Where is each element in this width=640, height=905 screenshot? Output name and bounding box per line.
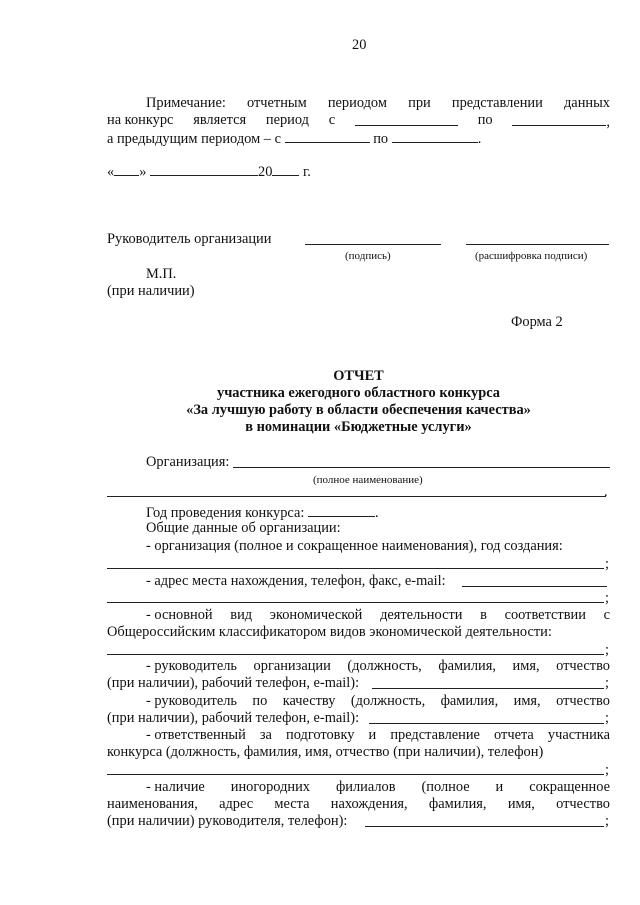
contest-year-field[interactable] [308,503,375,517]
org-name-field[interactable] [233,467,610,468]
report-subtitle-2: «За лучшую работу в области обеспечения качества» [186,402,531,418]
org-name-field-line-2[interactable] [107,496,606,497]
item-address: - адрес места нахождения, телефон, факс, e-mail: [146,573,446,589]
item-branches-line-2: наименования, адрес места нахождения, фамилия, имя, отчество [107,796,610,812]
signature-caption: (подпись) [345,250,391,262]
prev-period-end-blank[interactable] [392,129,478,143]
org-names-field[interactable] [107,568,604,569]
note-line-2: на конкурс является период с по , [107,112,610,130]
org-name-caption: (полное наименование) [313,474,423,486]
general-data-label: Общие данные об организации: [146,520,341,536]
signature-decode-caption: (расшифровка подписи) [475,250,588,262]
item-responsible-line-2: конкурса (должность, фамилия, имя, отчество (при наличии), телефон) [107,744,544,760]
item-quality-line-1: - руководитель по качеству (должность, фамилия, имя, отчество [146,693,610,709]
address-field-line-2[interactable] [107,602,604,603]
note-line-1: Примечание: отчетным периодом при представлении данных [146,95,610,111]
item-org-names: - организация (полное и сокращенное наименования), год создания: [146,538,563,554]
signature-decode-line[interactable] [466,244,609,245]
quality-field[interactable] [369,723,604,724]
day-blank[interactable] [114,162,139,176]
org-label: Организация: [146,454,230,470]
stamp-note: (при наличии) [107,283,195,299]
date-line: « » 20 г. [107,164,311,180]
period-end-blank[interactable]: , [512,112,610,131]
year-label: Год проведения конкурса: . [146,505,379,521]
report-title: ОТЧЕТ [333,368,384,384]
item-quality-line-2: (при наличии), рабочий телефон, e-mail): [107,710,360,726]
signature-label: Руководитель организации [107,231,272,247]
page-number: 20 [352,37,367,53]
item-activity-line-1: - основной вид экономической деятельности в соответствии с [146,607,610,623]
report-subtitle-1: участника ежегодного областного конкурса [217,385,500,401]
stamp-label: М.П. [146,266,177,282]
item-responsible-line-1: - ответственный за подготовку и представление отчета участника [146,727,610,743]
prev-period-start-blank[interactable] [285,129,370,143]
item-branches-line-3: (при наличии) руководителя, телефон): [107,813,348,829]
note-line-3: а предыдущим периодом – с по . [107,131,482,147]
address-field[interactable] [462,586,607,587]
month-blank[interactable] [150,162,258,176]
form-label: Форма 2 [511,314,563,330]
year-blank[interactable] [272,162,299,176]
head-field[interactable] [372,688,604,689]
item-branches-line-1: - наличие иногородних филиалов (полное и сокращенное [146,779,610,795]
report-subtitle-3: в номинации «Бюджетные услуги» [245,419,472,435]
item-head-line-2: (при наличии), рабочий телефон, e-mail): [107,675,360,691]
responsible-field[interactable] [107,774,604,775]
item-activity-line-2: Общероссийским классификатором видов экономической деятельности: [107,624,552,640]
signature-line[interactable] [305,244,441,245]
branches-field[interactable] [365,826,604,827]
activity-field[interactable] [107,654,604,655]
item-head-line-1: - руководитель организации (должность, фамилия, имя, отчество [146,658,610,674]
